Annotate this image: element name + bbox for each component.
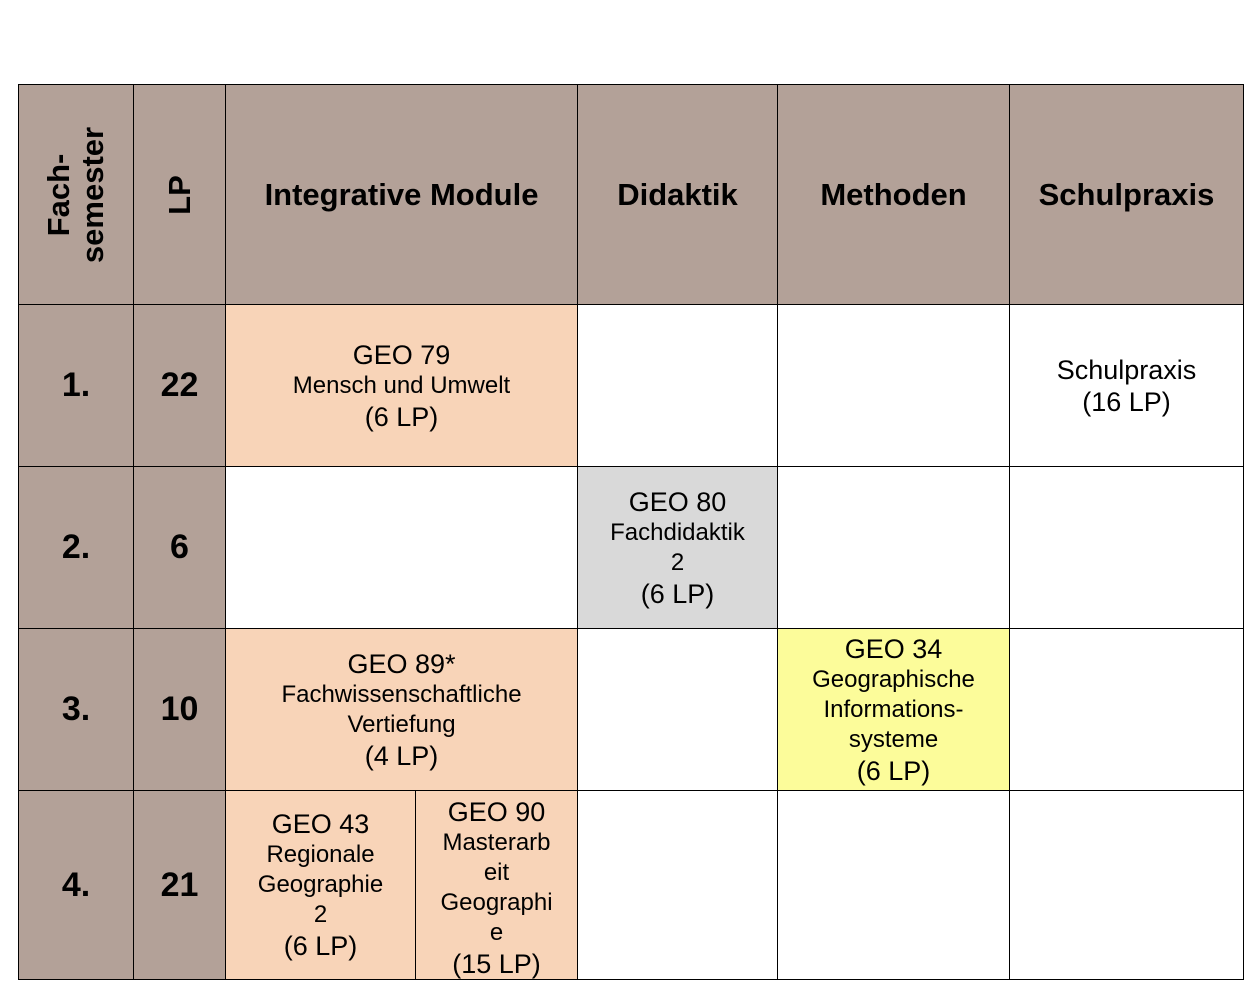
header-lp-label: LP [161, 174, 197, 215]
header-integrative-module [225, 84, 578, 305]
module-geo90-code: GEO 90 [447, 797, 546, 827]
module-geo79-code: GEO 79 [352, 339, 451, 370]
row2-lp-value: 6 [170, 528, 189, 566]
module-geo34-code: GEO 34 [844, 633, 943, 664]
module-geo34-name2: Informations- [823, 695, 964, 723]
header-fachsemester-label [42, 126, 110, 262]
module-geo43-code: GEO 43 [271, 809, 370, 839]
module-geo90-name2: eit [483, 859, 510, 886]
module-geo34-name1: Geographische [812, 665, 975, 693]
study-plan-table [18, 84, 1244, 980]
row4-lp [133, 790, 226, 980]
module-geo34-lp: (6 LP) [856, 755, 931, 786]
module-geo90 [415, 790, 578, 980]
module-geo80-name2: 2 [670, 548, 685, 576]
module-geo34-name3: systeme [848, 725, 939, 753]
module-geo79 [225, 304, 578, 467]
row1-lp [133, 304, 226, 467]
header-methoden [777, 84, 1010, 305]
row2-semester [18, 466, 134, 629]
row1-didaktik-empty [577, 304, 778, 467]
row3-lp-value: 10 [160, 690, 199, 728]
row4-semester-label: 4. [61, 865, 91, 904]
header-schulpraxis [1009, 84, 1244, 305]
row4-lp-value: 21 [160, 865, 199, 904]
header-lp [133, 84, 226, 305]
row1-semester [18, 304, 134, 467]
row4-semester [18, 790, 134, 980]
module-geo89-name2: Vertiefung [347, 710, 456, 738]
header-fachsemester [18, 84, 134, 305]
module-geo89-code: GEO 89* [347, 648, 456, 679]
module-schulpraxis-lp: (16 LP) [1082, 386, 1171, 417]
module-geo80-code: GEO 80 [628, 486, 727, 517]
row3-schulpraxis-empty [1009, 628, 1244, 791]
row3-lp [133, 628, 226, 791]
module-geo79-name: Mensch und Umwelt [292, 371, 511, 399]
module-geo79-lp: (6 LP) [364, 401, 439, 432]
module-geo43-name3: 2 [313, 901, 328, 928]
row3-didaktik-empty [577, 628, 778, 791]
module-geo80-lp: (6 LP) [640, 578, 715, 609]
row1-lp-value: 22 [160, 366, 199, 404]
module-geo43-name1: Regionale [266, 841, 375, 868]
header-fachsemester-line2: semester [75, 126, 110, 263]
module-schulpraxis-name: Schulpraxis [1056, 354, 1197, 385]
row4-schulpraxis-empty [1009, 790, 1244, 980]
module-geo89-lp: (4 LP) [364, 740, 439, 771]
module-geo80-name1: Fachdidaktik [610, 518, 745, 546]
module-geo90-name4: e [489, 919, 504, 946]
module-geo89 [225, 628, 578, 791]
row1-methoden-empty [777, 304, 1010, 467]
module-geo43 [225, 790, 416, 980]
row2-integrative-empty [225, 466, 578, 629]
row2-semester-label: 2. [61, 528, 91, 566]
header-fachsemester-line1: Fach- [41, 153, 76, 236]
row4-didaktik-empty [577, 790, 778, 980]
module-geo34 [777, 628, 1010, 791]
module-geo90-name1: Masterarb [442, 829, 551, 856]
row3-semester [18, 628, 134, 791]
module-geo43-lp: (6 LP) [283, 931, 358, 961]
row2-methoden-empty [777, 466, 1010, 629]
module-geo43-name2: Geographie [257, 871, 384, 898]
row2-schulpraxis-empty [1009, 466, 1244, 629]
header-didaktik [577, 84, 778, 305]
header-integrative-label: Integrative Module [264, 176, 539, 212]
module-geo90-name3: Geographi [440, 889, 553, 916]
header-methoden-label: Methoden [820, 176, 967, 212]
row1-semester-label: 1. [61, 366, 91, 404]
row4-methoden-empty [777, 790, 1010, 980]
header-schulpraxis-label: Schulpraxis [1038, 176, 1215, 212]
row2-lp [133, 466, 226, 629]
module-geo90-lp: (15 LP) [452, 949, 541, 979]
row3-semester-label: 3. [61, 690, 91, 728]
header-didaktik-label: Didaktik [617, 176, 738, 212]
module-schulpraxis [1009, 304, 1244, 467]
module-geo80 [577, 466, 778, 629]
module-geo89-name1: Fachwissenschaftliche [281, 680, 522, 708]
